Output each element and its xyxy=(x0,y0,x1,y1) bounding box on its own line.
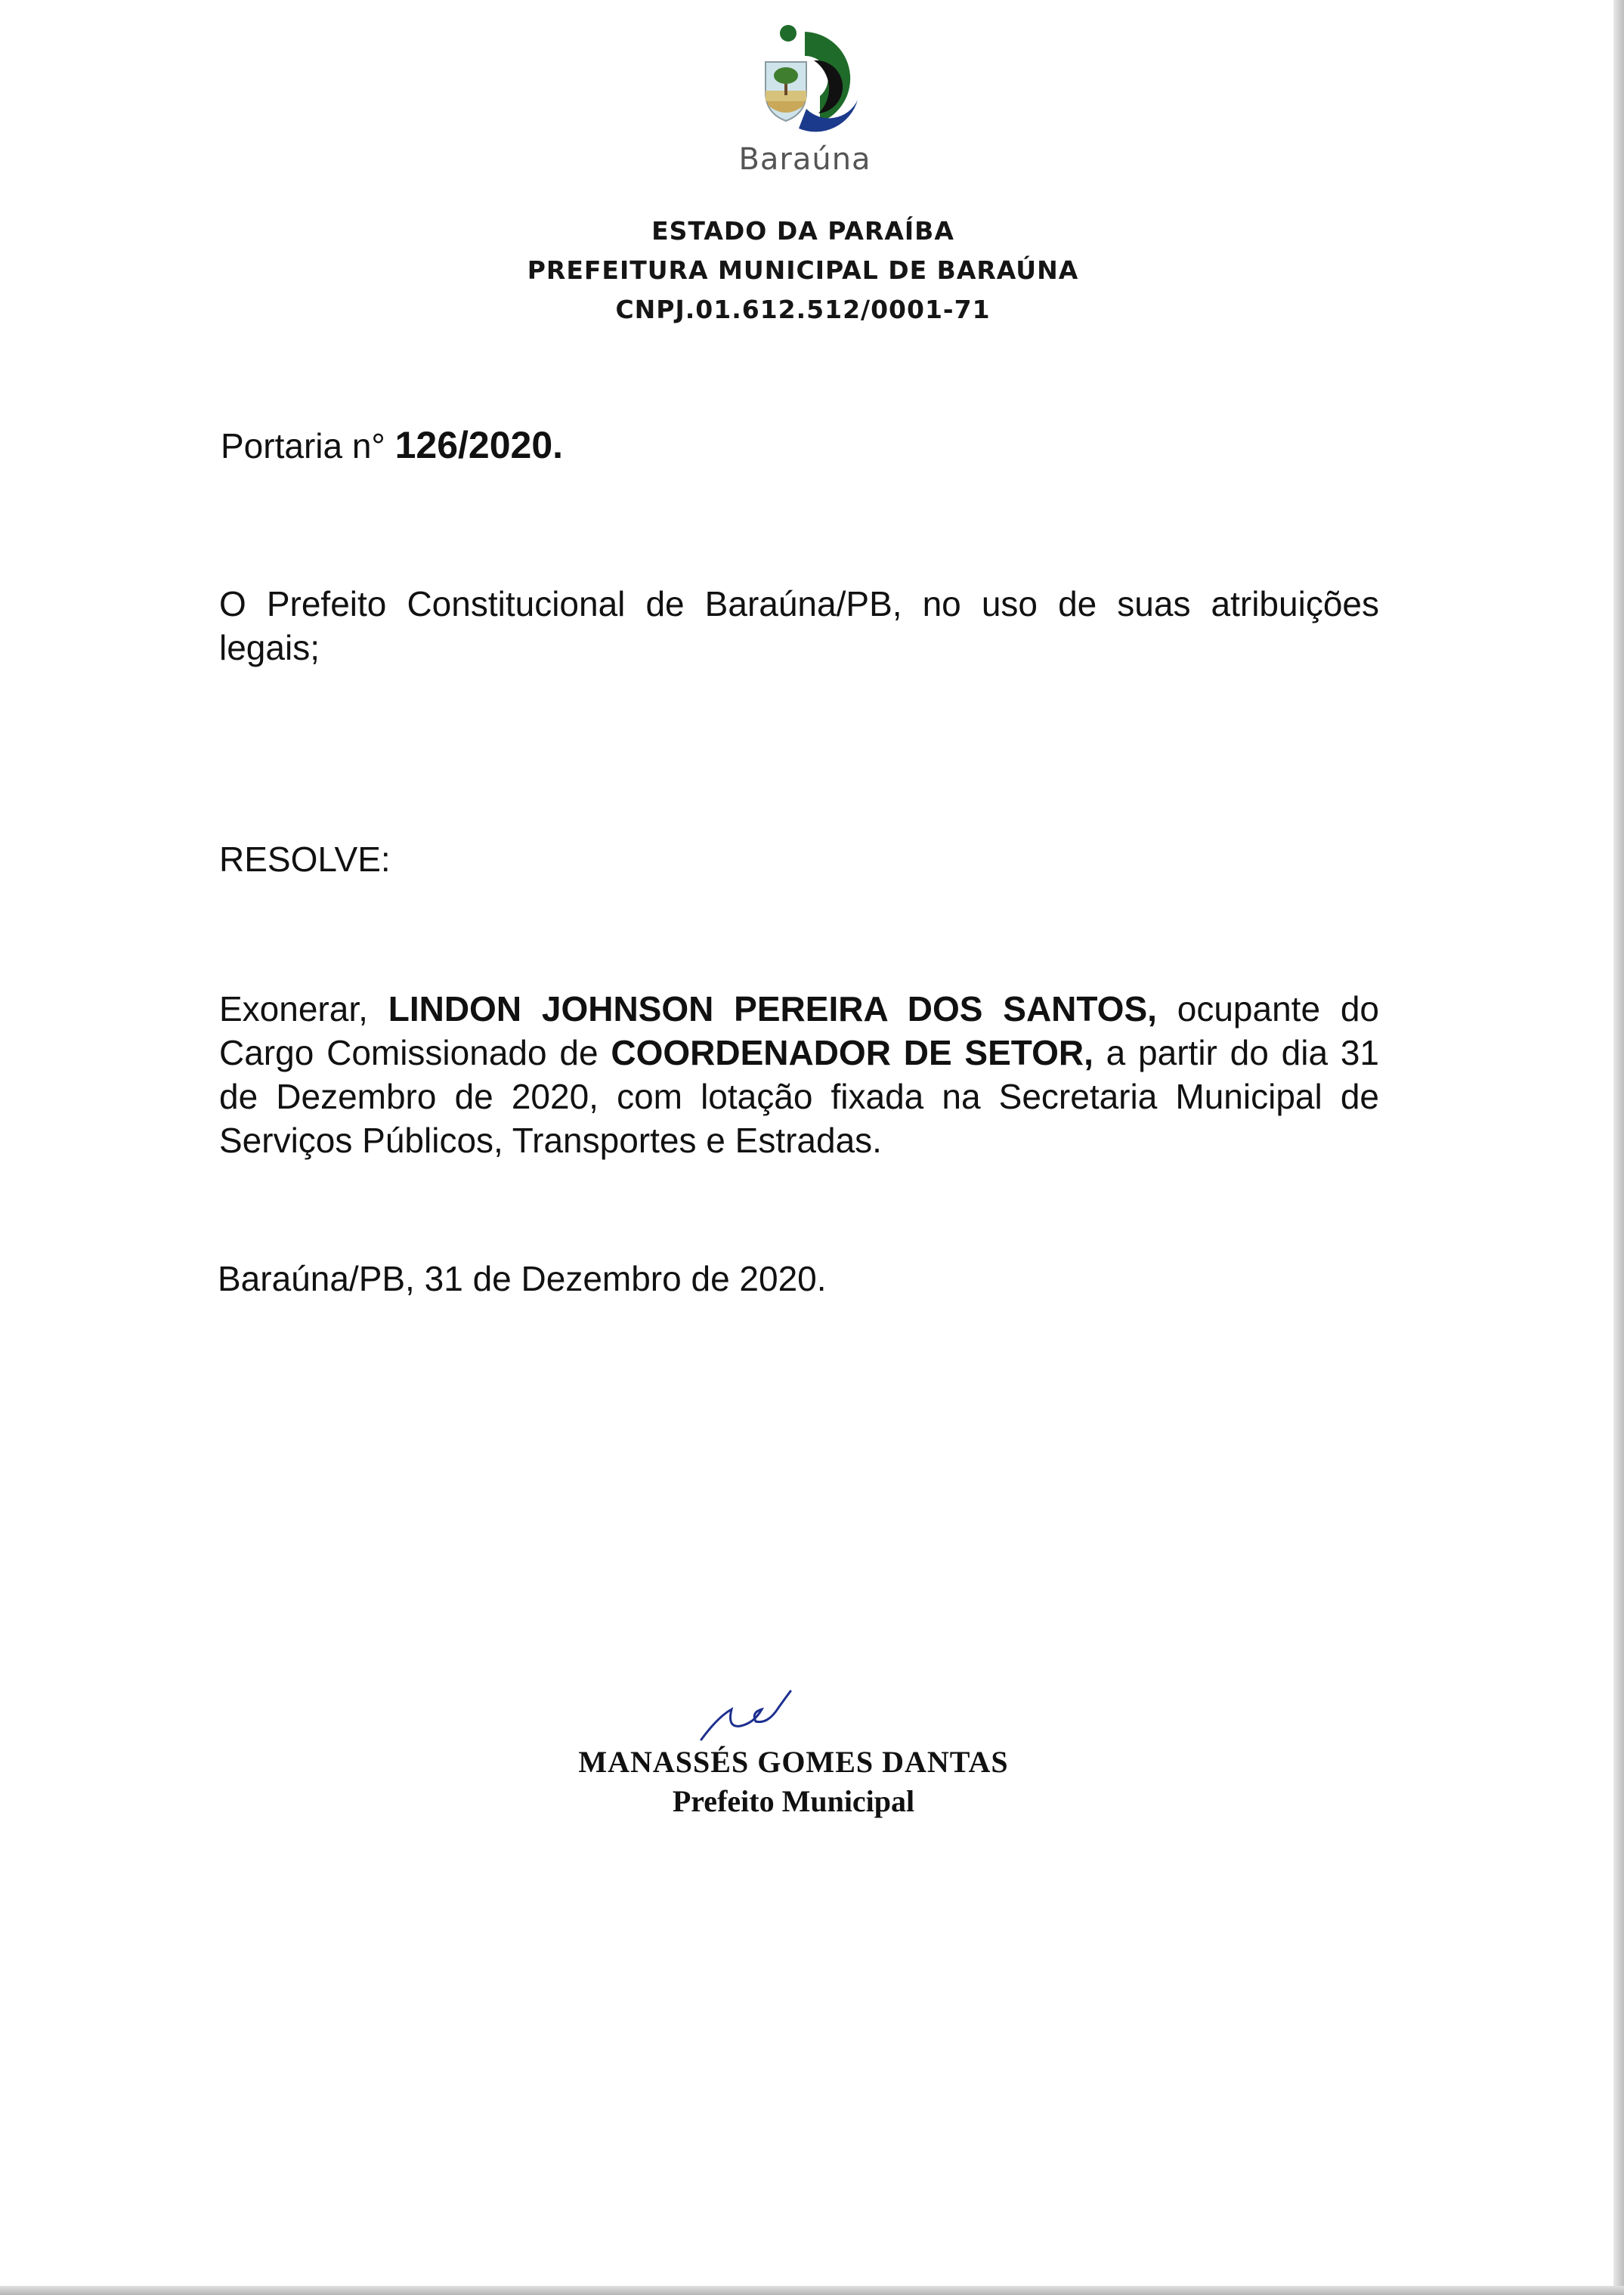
date-line: Baraúna/PB, 31 de Dezembro de 2020. xyxy=(218,1259,827,1298)
body-text-2: a partir do dia 31 de Dezembro de 2020, com lotação fixada na Secretaria Municipal de Serviços Públicos, Transportes e Estradas. xyxy=(219,1033,1380,1160)
scan-right-edge xyxy=(1613,0,1624,2295)
header-state: ESTADO DA PARAÍBA xyxy=(651,216,954,246)
signatory-block xyxy=(453,1743,1134,1821)
body-text-1: ocupante do Cargo Comissionado de xyxy=(219,989,1380,1072)
header-cnpj: CNPJ.01.612.512/0001-71 xyxy=(615,295,991,324)
scan-bottom-edge xyxy=(0,2286,1624,2295)
body-paragraph xyxy=(219,987,1379,1162)
portaria-title xyxy=(221,423,563,467)
body-role: COORDENADOR DE SETOR, xyxy=(611,1033,1093,1072)
portaria-number: 126/2020. xyxy=(394,424,564,466)
body-person-name: LINDON JOHNSON PEREIRA DOS SANTOS, xyxy=(388,989,1157,1028)
intro-paragraph: O Prefeito Constitucional de Baraúna/PB, no uso de suas atribuições legais; xyxy=(219,584,1379,667)
signatory-title: Prefeito Municipal xyxy=(672,1784,915,1818)
header-prefecture: PREFEITURA MUNICIPAL DE BARAÚNA xyxy=(527,255,1079,285)
signatory-name: MANASSÉS GOMES DANTAS xyxy=(578,1745,1009,1779)
portaria-label: Portaria n° xyxy=(221,426,385,465)
document-header xyxy=(0,212,1606,329)
handwritten-signature-icon xyxy=(695,1687,816,1747)
resolve-heading: RESOLVE: xyxy=(219,840,391,879)
logo-name: Baraúna xyxy=(738,142,871,177)
body-verb: Exonerar, xyxy=(219,989,368,1028)
